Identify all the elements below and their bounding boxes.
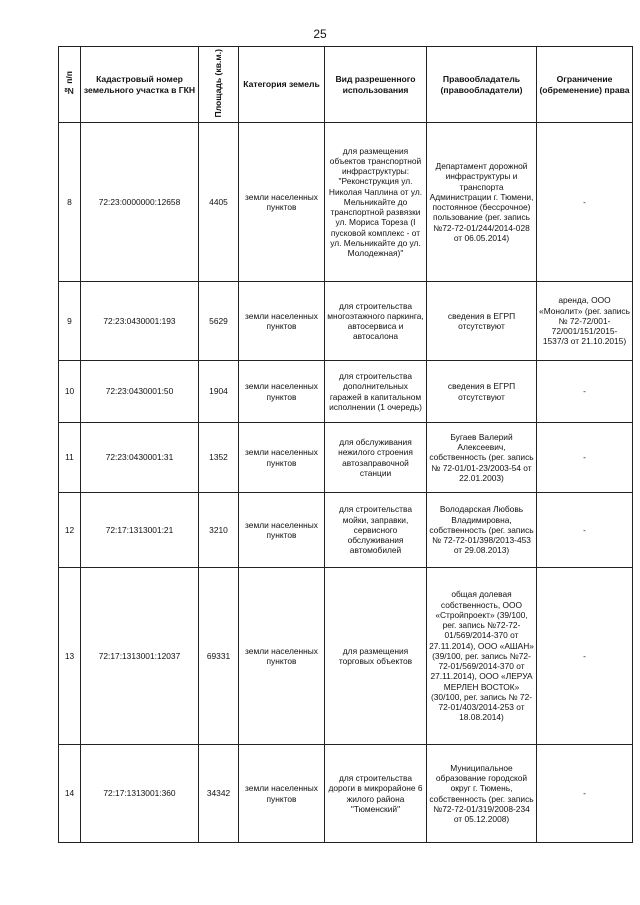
row-use: для размещения торговых объектов bbox=[325, 568, 427, 745]
row-owner: сведения в ЕГРП отсутствуют bbox=[427, 361, 537, 423]
row-use: для строительства дополнительных гаражей в капитальном исполнении (1 очередь) bbox=[325, 361, 427, 423]
row-no: 14 bbox=[59, 745, 81, 843]
row-restriction: аренда, ООО «Монолит» (рег. запись № 72-72/001-72/001/151/2015-1537/3 от 21.10.2015) bbox=[537, 282, 633, 361]
row-use: для обслуживания нежилого строения автозаправочной станции bbox=[325, 423, 427, 493]
row-cadastral: 72:23:0430001:193 bbox=[81, 282, 199, 361]
table-row bbox=[59, 745, 633, 843]
col-header-restriction: Ограничение (обременение) права bbox=[537, 47, 633, 123]
row-use: для строительства многоэтажного паркинга, автосервиса и автосалона bbox=[325, 282, 427, 361]
row-no: 8 bbox=[59, 123, 81, 282]
row-restriction: - bbox=[537, 423, 633, 493]
row-use: для строительства дороги в микрорайоне 6 жилого района "Тюменский" bbox=[325, 745, 427, 843]
row-area: 4405 bbox=[199, 123, 239, 282]
row-owner: Муниципальное образование городской округ г. Тюмень, собственность (рег. запись №72-72-01/319/2008-234 от 05.12.2008) bbox=[427, 745, 537, 843]
row-cadastral: 72:17:1313001:21 bbox=[81, 493, 199, 568]
row-area: 1904 bbox=[199, 361, 239, 423]
col-header-owner: Правообладатель (правообладатели) bbox=[427, 47, 537, 123]
row-restriction: - bbox=[537, 745, 633, 843]
row-no: 9 bbox=[59, 282, 81, 361]
row-category: земли населенных пунктов bbox=[239, 361, 325, 423]
row-owner: Департамент дорожной инфраструктуры и транспорта Администрации г. Тюмени, постоянное (бессрочное) пользование (рег. запись №72-72-01/244/2014-028 от 06.05.2014) bbox=[427, 123, 537, 282]
row-area: 69331 bbox=[199, 568, 239, 745]
row-category: земли населенных пунктов bbox=[239, 423, 325, 493]
row-cadastral: 72:17:1313001:360 bbox=[81, 745, 199, 843]
row-category: земли населенных пунктов bbox=[239, 493, 325, 568]
row-restriction: - bbox=[537, 123, 633, 282]
table-row bbox=[59, 568, 633, 745]
table-row bbox=[59, 123, 633, 282]
page-number: 25 bbox=[313, 27, 327, 41]
col-header-cadastral: Кадастровый номер земельного участка в ГКН bbox=[81, 47, 199, 123]
header-row bbox=[59, 47, 633, 123]
row-owner: Бугаев Валерий Алексеевич, собственность (рег. запись № 72-01/01-23/2003-54 от 22.01.2003) bbox=[427, 423, 537, 493]
row-area: 5629 bbox=[199, 282, 239, 361]
row-restriction: - bbox=[537, 493, 633, 568]
row-use: для размещения объектов транспортной инфраструктуры: "Реконструкция ул. Николая Чаплина от ул. Мельникайте до транспортной развязки ул. Мориса Тореза (I пусковой комплекс - от ул. Мельникайте до ул. Молодежная)" bbox=[325, 123, 427, 282]
table-row bbox=[59, 361, 633, 423]
row-category: земли населенных пунктов bbox=[239, 282, 325, 361]
col-header-use: Вид разрешенного использования bbox=[325, 47, 427, 123]
row-cadastral: 72:23:0000000:12658 bbox=[81, 123, 199, 282]
row-area: 1352 bbox=[199, 423, 239, 493]
row-area: 34342 bbox=[199, 745, 239, 843]
row-owner: сведения в ЕГРП отсутствуют bbox=[427, 282, 537, 361]
row-category: земли населенных пунктов bbox=[239, 568, 325, 745]
table-row bbox=[59, 493, 633, 568]
row-use: для строительства мойки, заправки, сервисного обслуживания автомобилей bbox=[325, 493, 427, 568]
row-cadastral: 72:17:1313001:12037 bbox=[81, 568, 199, 745]
row-owner: общая долевая собственность, ООО «Стройпроект» (39/100, рег. запись №72-72-01/569/2014-370 от 27.11.2014), ООО «АШАН» (39/100, рег. запись №72-72-01/569/2014-370 от 27.11.2014), ООО «ЛЕРУА МЕРЛЕН ВОСТОК» (30/100, рег. запись № 72-72-01/403/2014-253 от 18.08.2014) bbox=[427, 568, 537, 745]
row-cadastral: 72:23:0430001:50 bbox=[81, 361, 199, 423]
row-category: земли населенных пунктов bbox=[239, 123, 325, 282]
row-owner: Володарская Любовь Владимировна, собственность (рег. запись № 72-72-01/398/2013-453 от 29.08.2013) bbox=[427, 493, 537, 568]
row-restriction: - bbox=[537, 568, 633, 745]
row-cadastral: 72:23:0430001:31 bbox=[81, 423, 199, 493]
col-header-no: № п/п bbox=[59, 47, 81, 123]
row-no: 10 bbox=[59, 361, 81, 423]
row-no: 13 bbox=[59, 568, 81, 745]
row-category: земли населенных пунктов bbox=[239, 745, 325, 843]
row-area: 3210 bbox=[199, 493, 239, 568]
table-row bbox=[59, 423, 633, 493]
row-no: 12 bbox=[59, 493, 81, 568]
row-restriction: - bbox=[537, 361, 633, 423]
table-row bbox=[59, 282, 633, 361]
col-header-area: Площадь (кв.м.) bbox=[199, 47, 239, 123]
land-plots-table bbox=[58, 46, 633, 843]
col-header-category: Категория земель bbox=[239, 47, 325, 123]
row-no: 11 bbox=[59, 423, 81, 493]
